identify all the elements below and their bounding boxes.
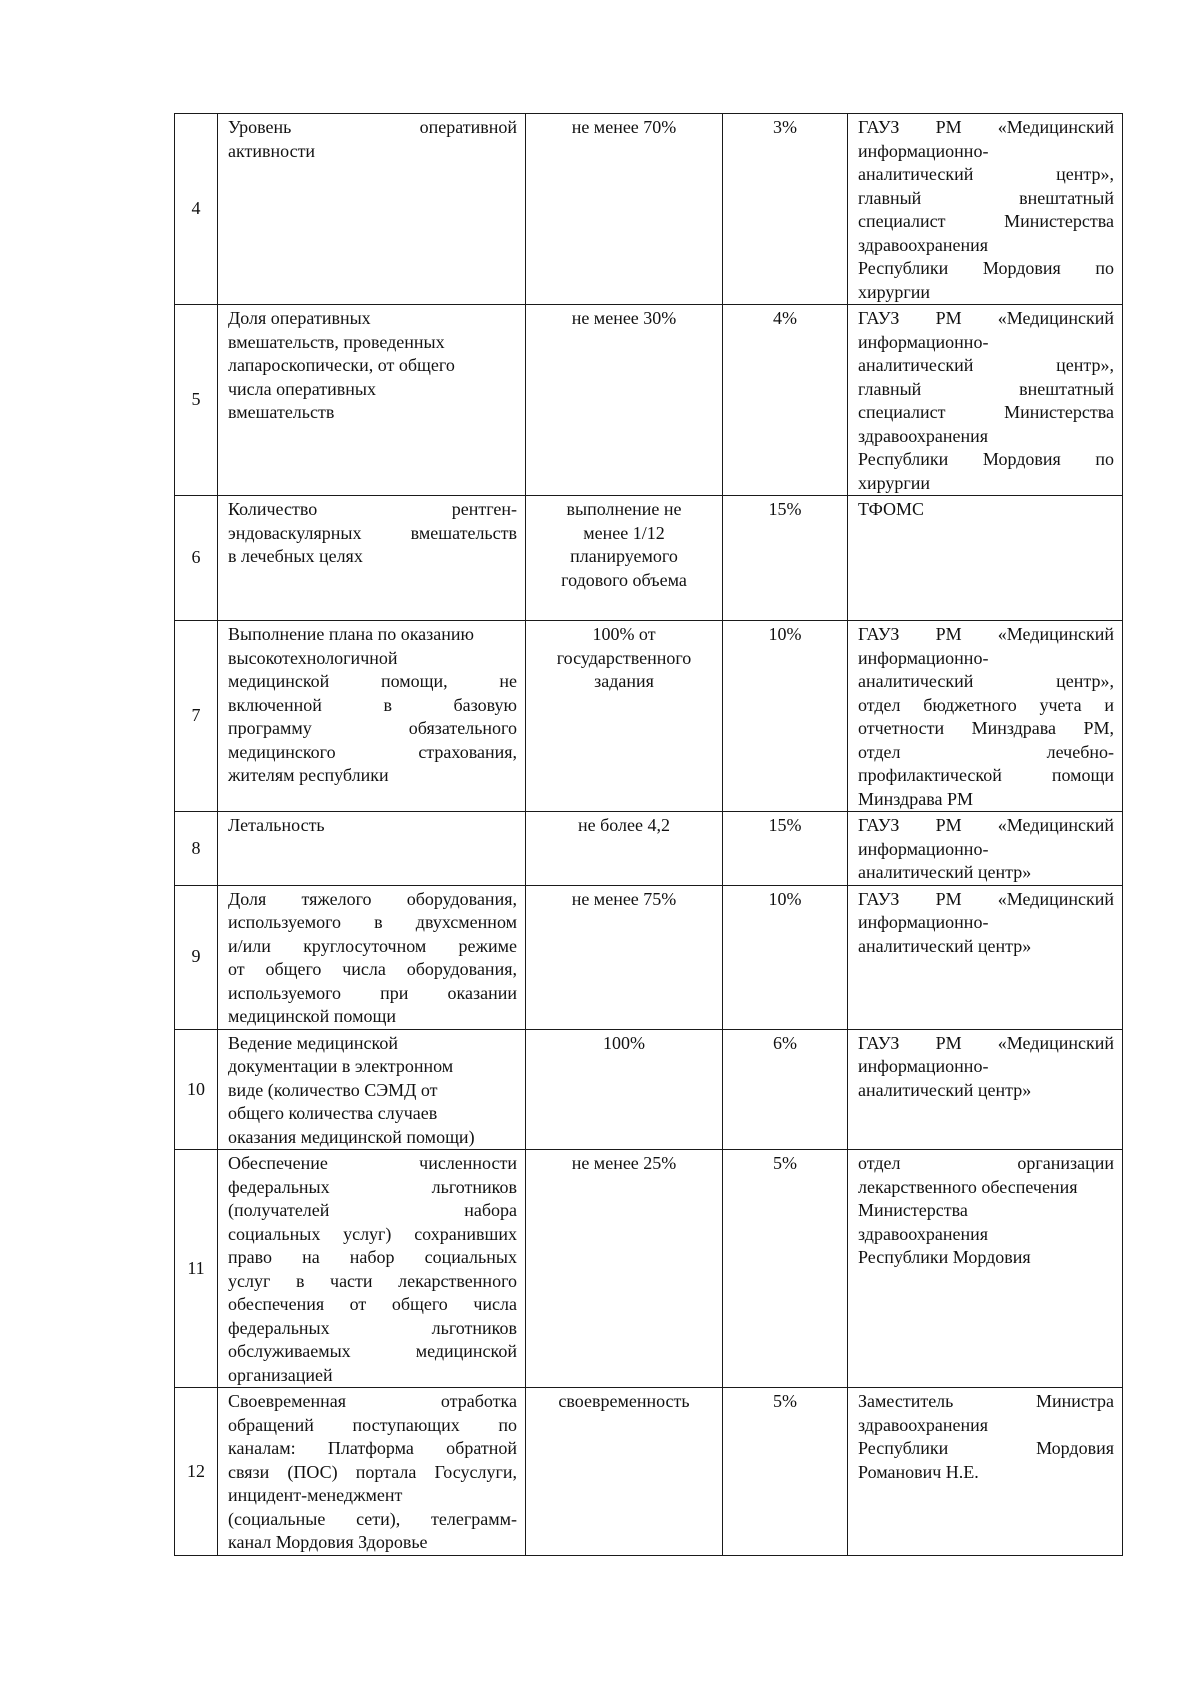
text-line: инцидент-менеджмент <box>228 1485 403 1505</box>
text-line: федеральных льготников <box>228 1176 517 1197</box>
text-line: Ведение медицинской <box>228 1032 398 1053</box>
text-line: здравоохранения <box>858 425 989 446</box>
weight-percent: 10% <box>723 621 848 812</box>
indicator-name <box>218 885 526 1029</box>
row-number: 7 <box>175 621 218 812</box>
document-page <box>174 113 1122 1556</box>
text-line: информационно- <box>858 331 989 352</box>
text-line: аналитический центр», <box>858 671 1114 691</box>
table-row <box>175 812 1123 886</box>
text-line: жителям республики <box>228 765 389 785</box>
responsible <box>848 885 1123 1029</box>
weight-percent: 15% <box>723 812 848 886</box>
table-row <box>175 1029 1123 1150</box>
indicator-name <box>218 305 526 496</box>
text-line: своевременность <box>558 1391 690 1411</box>
indicator-name <box>218 1150 526 1388</box>
text-line: лекарственного обеспечения <box>858 1176 1078 1197</box>
text-line: каналам: Платформа обратной <box>228 1438 517 1458</box>
target-value <box>526 1150 723 1388</box>
table-row <box>175 305 1123 496</box>
text-line: отдел организации <box>858 1153 1114 1173</box>
responsible <box>848 1388 1123 1556</box>
text-line: виде (количество СЭМД от <box>228 1079 438 1100</box>
text-line: эндоваскулярных вмешательств <box>228 522 517 543</box>
text-line: Романович Н.Е. <box>858 1461 979 1482</box>
text-line: числа оперативных <box>228 378 377 399</box>
responsible <box>848 812 1123 886</box>
responsible <box>848 114 1123 305</box>
text-line: ТФОМС <box>858 499 925 519</box>
text-line: ГАУЗ РМ «Медицинский <box>858 1032 1114 1053</box>
target-value <box>526 305 723 496</box>
text-line: государственного <box>556 647 692 668</box>
text-line: задания <box>594 671 654 691</box>
text-line: Обеспечение численности <box>228 1153 517 1173</box>
text-line: Заместитель Министра <box>858 1391 1114 1411</box>
text-line: связи (ПОС) портала Госуслуги, <box>228 1461 517 1482</box>
text-line: информационно- <box>858 1056 989 1076</box>
text-line: Доля оперативных <box>228 308 371 328</box>
text-line: здравоохранения <box>858 1223 989 1244</box>
responsible <box>848 621 1123 812</box>
indicator-name <box>218 812 526 886</box>
text-line: аналитический центр» <box>858 935 1032 956</box>
text-line: годового объема <box>561 569 687 590</box>
text-line: менее 1/12 <box>583 522 665 543</box>
text-line: от общего числа оборудования, <box>228 959 517 979</box>
text-line: обеспечения от общего числа <box>228 1294 517 1314</box>
text-line: здравоохранения <box>858 234 989 255</box>
table-row <box>175 1388 1123 1556</box>
indicator-name <box>218 1388 526 1556</box>
target-value <box>526 885 723 1029</box>
target-value <box>526 496 723 621</box>
table-body <box>175 114 1123 1556</box>
responsible <box>848 1150 1123 1388</box>
text-line: главный внештатный <box>858 187 1114 208</box>
text-line: Летальность <box>228 815 325 835</box>
row-number: 5 <box>175 305 218 496</box>
text-line: информационно- <box>858 140 989 161</box>
text-line: канал Мордовия Здоровье <box>228 1532 428 1552</box>
text-line: лапароскопически, от общего <box>228 355 455 375</box>
row-number: 9 <box>175 885 218 1029</box>
text-line: отдел лечебно- <box>858 741 1114 762</box>
table-row <box>175 621 1123 812</box>
text-line: Доля тяжелого оборудования, <box>228 888 517 909</box>
target-value <box>526 1388 723 1556</box>
target-value <box>526 812 723 886</box>
text-line: Своевременная отработка <box>228 1391 517 1411</box>
indicators-table <box>174 113 1123 1556</box>
text-line: Республики Мордовия по <box>858 449 1114 469</box>
row-number: 6 <box>175 496 218 621</box>
text-line: в лечебных целях <box>228 546 363 566</box>
weight-percent: 3% <box>723 114 848 305</box>
target-value <box>526 114 723 305</box>
text-line: хирургии <box>858 472 931 493</box>
text-line: Республики Мордовия по <box>858 258 1114 278</box>
indicator-name <box>218 114 526 305</box>
text-line: информационно- <box>858 647 989 668</box>
weight-percent: 4% <box>723 305 848 496</box>
text-line: 100% от <box>592 624 656 644</box>
text-line: (получателей набора <box>228 1200 517 1220</box>
weight-percent: 6% <box>723 1029 848 1150</box>
text-line: ГАУЗ РМ «Медицинский <box>858 888 1114 909</box>
text-line: вмешательств <box>228 402 335 422</box>
text-line: программу обязательного <box>228 718 517 738</box>
table-row <box>175 885 1123 1029</box>
text-line: медицинской помощи <box>228 1006 396 1026</box>
indicator-name <box>218 496 526 621</box>
row-number: 11 <box>175 1150 218 1388</box>
responsible <box>848 305 1123 496</box>
text-line: Выполнение плана по оказанию <box>228 624 474 644</box>
text-line: используемого при оказании <box>228 982 517 1003</box>
weight-percent: 5% <box>723 1388 848 1556</box>
text-line: не менее 75% <box>571 888 677 909</box>
target-value <box>526 1029 723 1150</box>
text-line: ГАУЗ РМ «Медицинский <box>858 117 1114 137</box>
text-line: Уровень оперативной <box>228 117 517 137</box>
text-line: ГАУЗ РМ «Медицинский <box>858 815 1114 835</box>
text-line: обращений поступающих по <box>228 1414 517 1435</box>
text-line: Количество рентген- <box>228 499 517 519</box>
text-line: (социальные сети), телеграмм- <box>228 1508 517 1529</box>
text-line: не менее 70% <box>571 117 677 137</box>
text-line: медицинской помощи, не <box>228 671 517 691</box>
text-line: услуг в части лекарственного <box>228 1270 517 1291</box>
text-line: специалист Министерства <box>858 211 1114 231</box>
text-line: специалист Министерства <box>858 402 1114 422</box>
table-row <box>175 114 1123 305</box>
text-line: общего количества случаев <box>228 1103 438 1123</box>
text-line: Республики Мордовия <box>858 1438 1114 1458</box>
text-line: планируемого <box>570 546 678 566</box>
text-line: ГАУЗ РМ «Медицинский <box>858 624 1114 644</box>
row-number: 4 <box>175 114 218 305</box>
row-number: 10 <box>175 1029 218 1150</box>
text-line: аналитический центр» <box>858 1079 1032 1100</box>
text-line: аналитический центр» <box>858 862 1032 882</box>
responsible <box>848 1029 1123 1150</box>
text-line: федеральных льготников <box>228 1317 517 1338</box>
indicator-name <box>218 1029 526 1150</box>
text-line: информационно- <box>858 912 989 932</box>
weight-percent: 10% <box>723 885 848 1029</box>
text-line: Республики Мордовия <box>858 1247 1031 1267</box>
text-line: отдел бюджетного учета и <box>858 694 1114 715</box>
text-line: документации в электронном <box>228 1056 454 1076</box>
text-line: ГАУЗ РМ «Медицинский <box>858 308 1114 328</box>
text-line: и/или круглосуточном режиме <box>228 935 517 956</box>
indicator-name <box>218 621 526 812</box>
text-line: включенной в базовую <box>228 694 517 715</box>
text-line: не более 4,2 <box>577 815 670 835</box>
row-number: 12 <box>175 1388 218 1556</box>
weight-percent: 15% <box>723 496 848 621</box>
text-line: Минздрава РМ <box>858 788 973 809</box>
text-line: аналитический центр», <box>858 355 1114 375</box>
table-row <box>175 496 1123 621</box>
text-line: не менее 30% <box>571 308 677 328</box>
text-line: выполнение не <box>566 499 682 519</box>
responsible <box>848 496 1123 621</box>
text-line: высокотехнологичной <box>228 647 398 668</box>
text-line: организацией <box>228 1364 333 1385</box>
text-line: используемого в двухсменном <box>228 912 517 932</box>
text-line: здравоохранения <box>858 1414 989 1435</box>
text-line: активности <box>228 140 316 161</box>
text-line: Министерства <box>858 1200 968 1220</box>
text-line: обслуживаемых медицинской <box>228 1341 517 1361</box>
text-line: оказания медицинской помощи) <box>228 1126 475 1147</box>
text-line: социальных услуг) сохранивших <box>228 1223 517 1244</box>
target-value <box>526 621 723 812</box>
row-number: 8 <box>175 812 218 886</box>
text-line: главный внештатный <box>858 378 1114 399</box>
weight-percent: 5% <box>723 1150 848 1388</box>
text-line: не менее 25% <box>571 1153 677 1173</box>
text-line: право на набор социальных <box>228 1247 517 1267</box>
text-line: аналитический центр», <box>858 164 1114 184</box>
text-line: профилактической помощи <box>858 765 1114 785</box>
text-line: 100% <box>603 1032 645 1053</box>
text-line: медицинского страхования, <box>228 741 517 762</box>
text-line: хирургии <box>858 281 931 302</box>
text-line: информационно- <box>858 838 989 859</box>
text-line: вмешательств, проведенных <box>228 331 445 352</box>
table-row <box>175 1150 1123 1388</box>
text-line: отчетности Минздрава РМ, <box>858 718 1114 738</box>
